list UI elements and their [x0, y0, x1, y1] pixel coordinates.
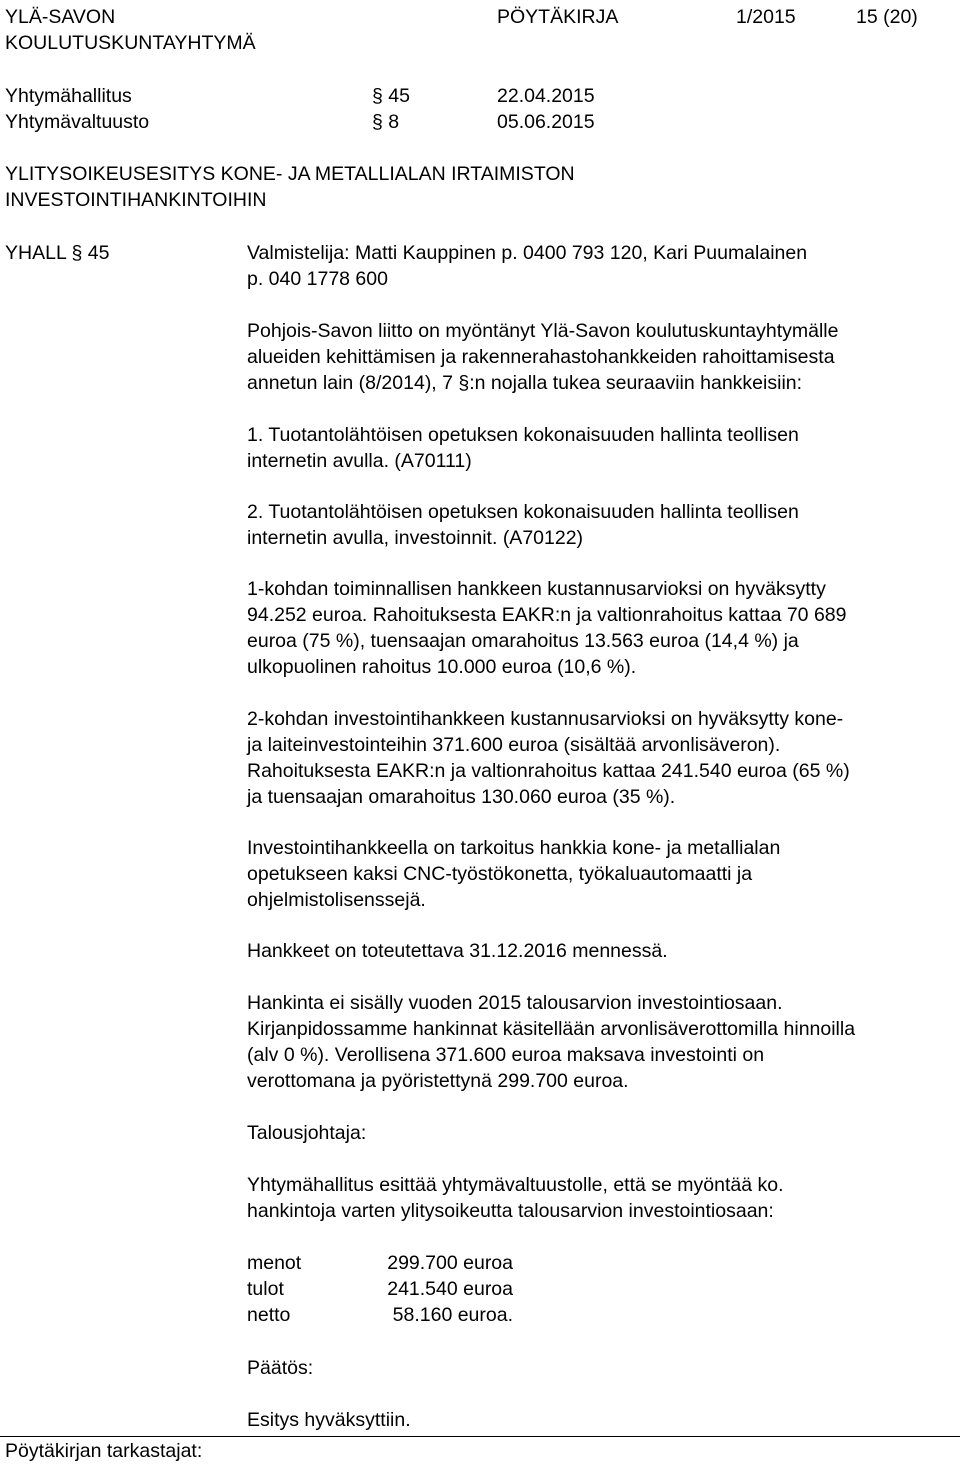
paragraph-line: hankintoja varten ylitysoikeutta talousarvion investointiosaan:	[247, 1200, 774, 1222]
budget-label-net: netto	[247, 1304, 291, 1326]
history-section-1: § 45	[372, 85, 410, 107]
paragraph-line: alueiden kehittämisen ja rakennerahastohankkeiden rahoittamisesta	[247, 346, 835, 368]
paragraph-line: 2-kohdan investointihankkeen kustannusarvioksi on hyväksytty kone-	[247, 708, 844, 730]
paragraph-line: internetin avulla, investoinnit. (A70122)	[247, 527, 584, 549]
footer-inspectors-label: Pöytäkirjan tarkastajat:	[5, 1440, 203, 1462]
document-number: 1/2015	[736, 6, 796, 28]
preparer-info	[247, 240, 952, 292]
history-section-2: § 8	[372, 111, 400, 133]
budget-label-expenses: menot	[247, 1252, 302, 1274]
preparer-line: p. 040 1778 600	[247, 268, 388, 290]
paragraph-line: internetin avulla. (A70111)	[247, 450, 472, 472]
budget-label-income: tulot	[247, 1278, 284, 1300]
document-title-line2: INVESTOINTIHANKINTOIHIN	[5, 189, 267, 211]
document-type: PÖYTÄKIRJA	[497, 6, 619, 28]
paragraph-line: 2. Tuotantolähtöisen opetuksen kokonaisuuden hallinta teollisen	[247, 501, 799, 523]
decision-label: Päätös:	[247, 1357, 314, 1379]
footer-divider	[0, 1436, 960, 1437]
paragraph-line: Talousjohtaja:	[247, 1122, 367, 1144]
paragraph-line: Hankkeet on toteutettava 31.12.2016 mennessä.	[247, 940, 668, 962]
paragraph-line: 94.252 euroa. Rahoituksesta EAKR:n ja valtionrahoitus kattaa 70 689	[247, 604, 847, 626]
paragraph-line: ja laiteinvestointeihin 371.600 euroa (sisältää arvonlisäveron).	[247, 734, 781, 756]
document-title-line1: YLITYSOIKEUSESITYS KONE- JA METALLIALAN IRTAIMISTON	[5, 163, 575, 185]
paragraph-line: 1. Tuotantolähtöisen opetuksen kokonaisuuden hallinta teollisen	[247, 424, 799, 446]
page-number: 15 (20)	[856, 6, 918, 28]
finance-director-label	[247, 1120, 952, 1146]
paragraph-line: Investointihankkeella on tarkoitus hankkia kone- ja metallialan	[247, 837, 781, 859]
paragraph-line: Rahoituksesta EAKR:n ja valtionrahoitus kattaa 241.540 euroa (65 %)	[247, 760, 850, 782]
paragraph-project-1-costs	[247, 576, 952, 680]
paragraph-investment-purpose	[247, 835, 952, 913]
paragraph-budget-note	[247, 990, 952, 1094]
paragraph-project-2	[247, 499, 952, 551]
paragraph-line: 1-kohdan toiminnallisen hankkeen kustannusarvioksi on hyväksytty	[247, 578, 826, 600]
paragraph-deadline	[247, 938, 952, 964]
budget-value-income: 241.540 euroa	[387, 1278, 513, 1300]
preparer-line: Valmistelija: Matti Kauppinen p. 0400 793 120, Kari Puumalainen	[247, 242, 808, 264]
paragraph-project-1	[247, 422, 952, 474]
paragraph-line: ohjelmistolisenssejä.	[247, 889, 426, 911]
budget-value-net: 58.160 euroa.	[392, 1304, 513, 1326]
paragraph-line: Yhtymähallitus esittää yhtymävaltuustolle, että se myöntää ko.	[247, 1174, 784, 1196]
history-body-1: Yhtymähallitus	[5, 85, 132, 107]
paragraph-line: verottomana ja pyöristettynä 299.700 euroa.	[247, 1070, 629, 1092]
paragraph-grant-intro	[247, 318, 952, 396]
item-reference: YHALL § 45	[5, 242, 110, 264]
history-date-2: 05.06.2015	[497, 111, 595, 133]
organization-name-line2: KOULUTUSKUNTAYHTYMÄ	[5, 32, 256, 54]
paragraph-line: ja tuensaajan omarahoitus 130.060 euroa (35 %).	[247, 786, 676, 808]
paragraph-line: Pohjois-Savon liitto on myöntänyt Ylä-Savon koulutuskuntayhtymälle	[247, 320, 839, 342]
history-date-1: 22.04.2015	[497, 85, 595, 107]
paragraph-line: ulkopuolinen rahoitus 10.000 euroa (10,6 %).	[247, 656, 637, 678]
paragraph-line: (alv 0 %). Verollisena 371.600 euroa maksava investointi on	[247, 1044, 765, 1066]
budget-value-expenses: 299.700 euroa	[387, 1252, 513, 1274]
organization-name-line1: YLÄ-SAVON	[5, 6, 116, 28]
history-body-2: Yhtymävaltuusto	[5, 111, 150, 133]
paragraph-line: annetun lain (8/2014), 7 §:n nojalla tukea seuraaviin hankkeisiin:	[247, 372, 803, 394]
paragraph-line: euroa (75 %), tuensaajan omarahoitus 13.563 euroa (14,4 %) ja	[247, 630, 799, 652]
paragraph-line: Kirjanpidossamme hankinnat käsitellään arvonlisäverottomilla hinnoilla	[247, 1018, 856, 1040]
paragraph-project-2-costs	[247, 706, 952, 810]
paragraph-line: Hankinta ei sisälly vuoden 2015 talousarvion investointiosaan.	[247, 992, 783, 1014]
paragraph-proposal	[247, 1172, 952, 1224]
paragraph-line: opetukseen kaksi CNC-työstökonetta, työkaluautomaatti ja	[247, 863, 753, 885]
decision-text: Esitys hyväksyttiin.	[247, 1409, 411, 1431]
